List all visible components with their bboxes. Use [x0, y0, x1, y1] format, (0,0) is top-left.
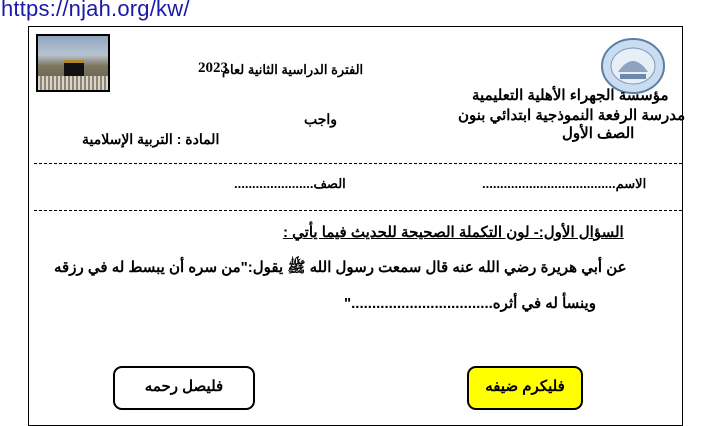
subject-label: المادة : التربية الإسلامية [82, 131, 220, 147]
grade-label: الصف الأول [562, 125, 635, 142]
kaaba-photo [36, 34, 110, 92]
option-kinship-button[interactable]: فليصل رحمه [113, 366, 255, 410]
hadith-line-1: عن أبي هريرة رضي الله عنه قال سمعت رسول الله ﷺ يقول:"من سره أن يبسط له في رزقه [54, 259, 627, 276]
source-url[interactable]: https://njah.org/kw/ [1, 0, 190, 21]
question-title: السؤال الأول:- لون التكملة الصحيحة للحديث فيما يأتي : [283, 224, 624, 241]
divider [34, 163, 682, 164]
semester-label: الفترة الدراسية الثانية لعام [222, 62, 364, 77]
year: 2023 [198, 60, 228, 76]
hadith-line-2: وينسأ له في أثره.................................." [344, 295, 596, 312]
homework-label: واجب [304, 111, 338, 127]
name-field[interactable]: الاسم..................................... [482, 176, 647, 191]
school-name: مدرسة الرفعة النموذجية ابتدائي بنون [458, 107, 686, 124]
foundation-name: مؤسسة الجهراء الأهلية التعليمية [472, 87, 669, 104]
option-honor-guest-button[interactable]: فليكرم ضيفه [467, 366, 583, 410]
divider [34, 210, 682, 211]
class-field[interactable]: الصف...................... [234, 176, 346, 191]
